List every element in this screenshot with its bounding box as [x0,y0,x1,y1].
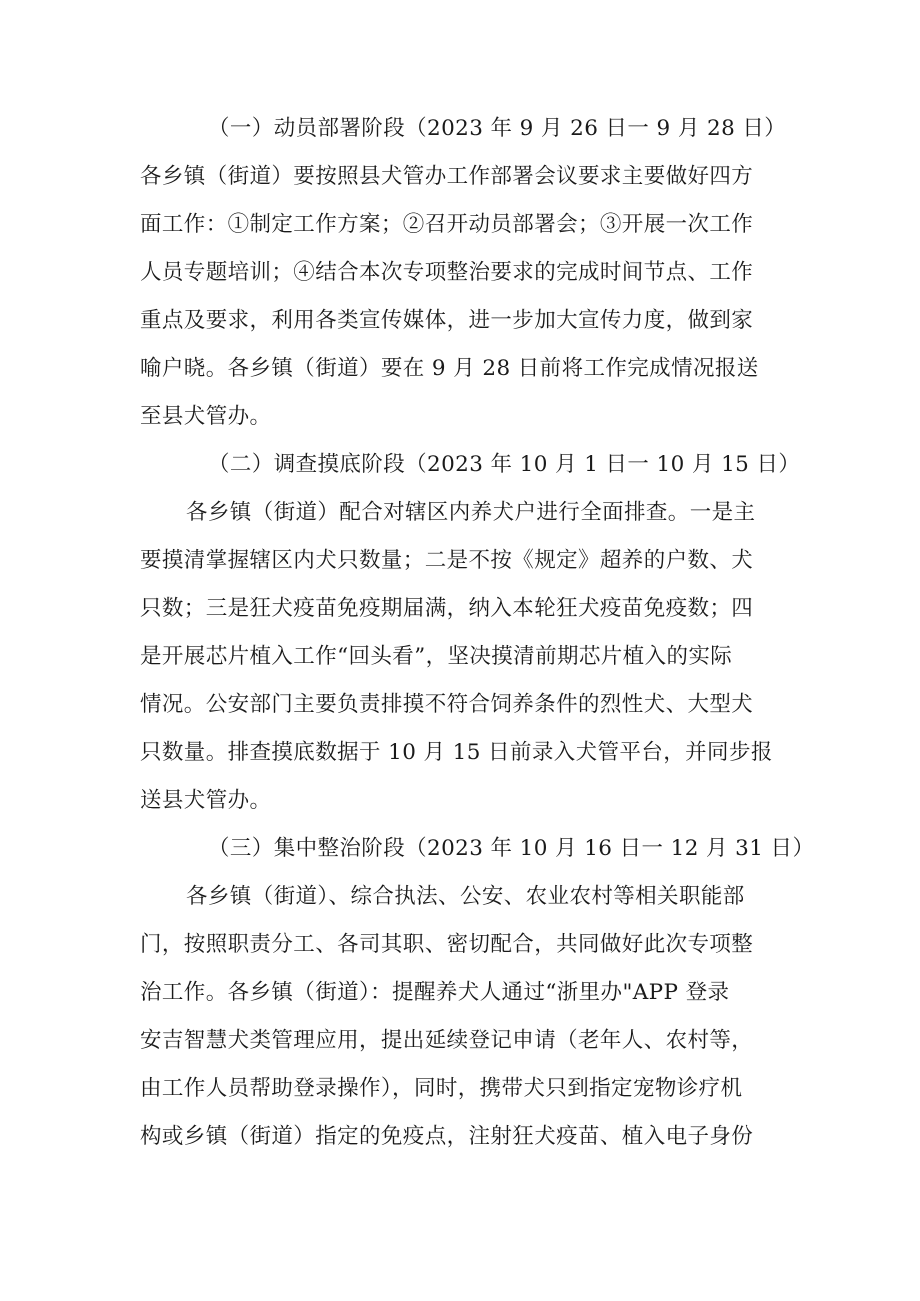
paragraph-line: 各乡镇（街道）、综合执法、公安、农业农村等相关职能部 [186,884,745,909]
paragraph-line: 门，按照职责分工、各司其职、密切配合，共同做好此次专项整 [140,932,754,957]
paragraph-line: 由工作人员帮助登录操作），同时，携带犬只到指定宠物诊疗机 [140,1076,743,1101]
paragraph-line: 情况。公安部门主要负责排摸不符合饲养条件的烈性犬、大型犬 [140,692,754,717]
paragraph-line: 只数；三是狂犬疫苗免疫期届满，纳入本轮狂犬疫苗免疫数；四 [140,596,754,621]
paragraph-line: 重点及要求，利用各类宣传媒体，进一步加大宣传力度，做到家 [140,308,754,333]
section-2-heading: （二）调查摸底阶段（2023 年 10 月 1 日一 10 月 15 日） [208,452,801,477]
paragraph-line: 是开展芯片植入工作“回头看”，坚决摸清前期芯片植入的实际 [140,644,733,669]
paragraph-line: 喻户晓。各乡镇（街道）要在 9 月 28 日前将工作完成情况报送 [140,356,759,381]
paragraph-line: 治工作。各乡镇（街道）：提醒养犬人通过“浙里办"APP 登录 [140,980,730,1005]
paragraph-line: 安吉智慧犬类管理应用，提出延续登记申请（老年人、农村等， [140,1028,754,1053]
paragraph-line: 送县犬管办。 [140,788,272,813]
paragraph-line: 人员专题培训；④结合本次专项整治要求的完成时间节点、工作 [140,260,754,285]
section-3-heading: （三）集中整治阶段（2023 年 10 月 16 日一 12 月 31 日） [208,836,815,861]
paragraph-line: 要摸清掌握辖区内犬只数量；二是不按《规定》超养的户数、犬 [140,548,754,573]
paragraph-line: 至县犬管办。 [140,404,272,429]
paragraph-line: 构或乡镇（街道）指定的免疫点，注射狂犬疫苗、植入电子身份 [140,1124,754,1149]
paragraph-line: 只数量。排查摸底数据于 10 月 15 日前录入犬管平台，并同步报 [140,740,773,765]
paragraph-line: 各乡镇（街道）配合对辖区内养犬户进行全面排查。一是主 [186,500,756,525]
section-1-heading: （一）动员部署阶段（2023 年 9 月 26 日一 9 月 28 日） [208,116,787,141]
paragraph-line: 面工作：①制定工作方案；②召开动员部署会；③开展一次工作 [140,212,754,237]
paragraph-line: 各乡镇（街道）要按照县犬管办工作部署会议要求主要做好四方 [140,164,754,189]
